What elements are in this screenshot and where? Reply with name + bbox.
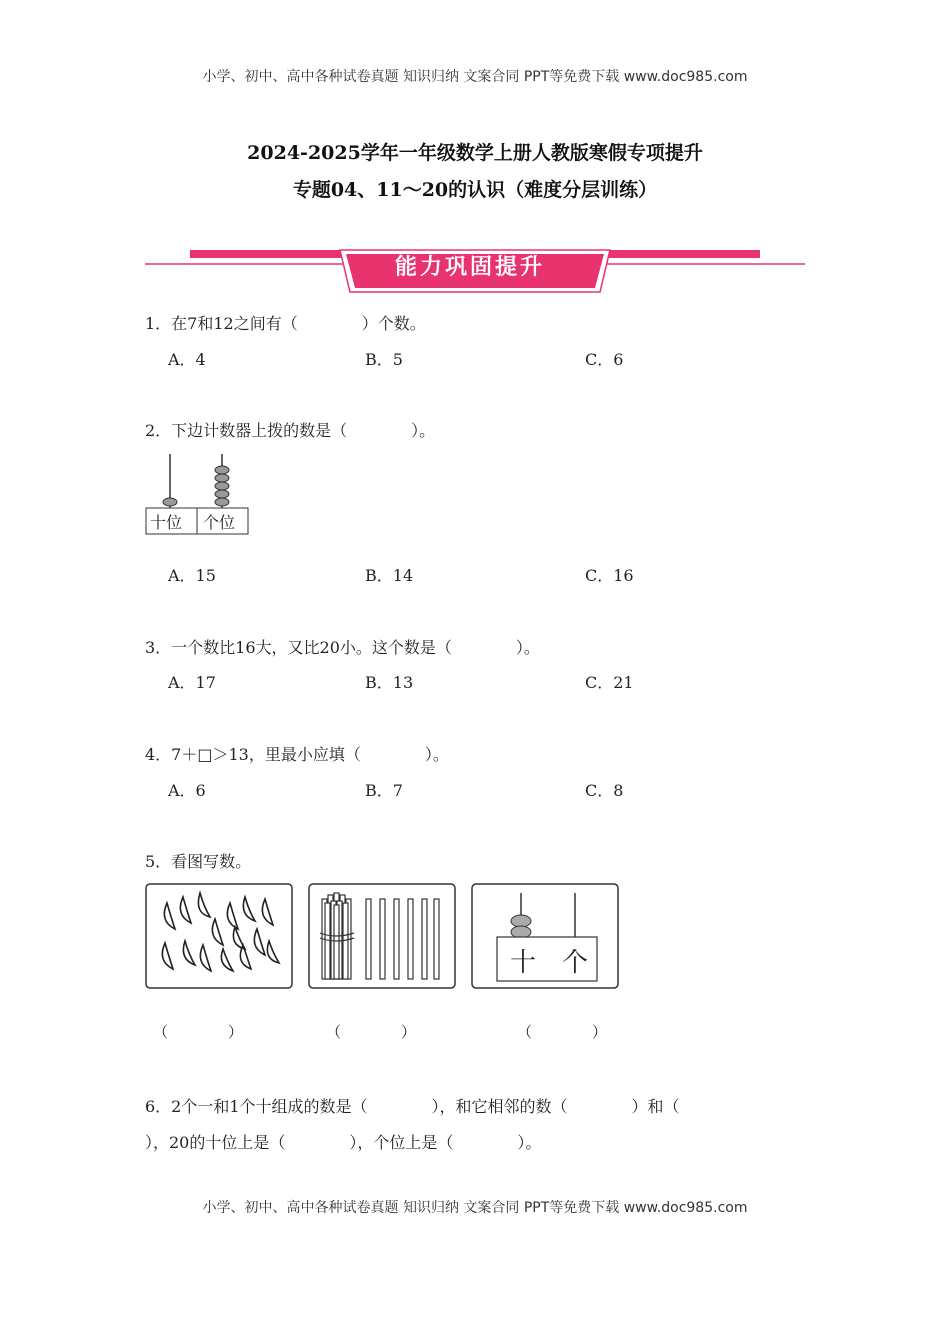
question-6-line-2: ），20的十位上是（ ），个位上是（ ）。: [145, 1133, 542, 1152]
q1-option-c: C．6: [585, 350, 624, 369]
q4-option-c: C．8: [585, 781, 624, 800]
abacus2-ones-label: 个: [562, 948, 589, 978]
q2-option-a: A．15: [168, 566, 216, 585]
question-2: 2．下边计数器上拨的数是（ ）。: [145, 421, 436, 440]
q3-option-b: B．13: [365, 673, 414, 692]
abacus-tens-label: 十位: [150, 513, 183, 532]
question-4: 4．7＋□＞13，里最小应填（ ）。: [145, 745, 449, 764]
q4-option-a: A．6: [168, 781, 206, 800]
q1-option-a: A．4: [168, 350, 206, 369]
page-title: 2024-2025学年一年级数学上册人教版寒假专项提升: [247, 142, 703, 164]
page-footer: 小学、初中、高中各种试卷真题 知识归纳 文案合同 PPT等免费下载 www.doc985.com: [202, 1200, 748, 1216]
page-header: 小学、初中、高中各种试卷真题 知识归纳 文案合同 PPT等免费下载 www.doc985.com: [202, 69, 748, 85]
q5-blank-3[interactable]: （ ）: [517, 1023, 608, 1041]
abacus-ones-label: 个位: [203, 513, 236, 532]
q1-option-b: B．5: [365, 350, 403, 369]
abacus2-tens-label: 十: [510, 948, 537, 978]
section-banner-title: 能力巩固提升: [394, 255, 545, 280]
question-1: 1．在7和12之间有（ ）个数。: [145, 314, 426, 333]
chili-pepper-figure: [145, 883, 293, 989]
q3-option-c: C．21: [585, 673, 634, 692]
sticks-figure: [308, 883, 456, 989]
q4-option-b: B．7: [365, 781, 403, 800]
question-5: 5．看图写数。: [145, 852, 252, 871]
q2-option-c: C．16: [585, 566, 634, 585]
q5-blank-1[interactable]: （ ）: [153, 1023, 244, 1041]
question-6-line-1: 6．2个一和1个十组成的数是（ ），和它相邻的数（ ）和（: [145, 1097, 680, 1116]
q2-option-b: B．14: [365, 566, 414, 585]
question-3: 3．一个数比16大，又比20小。这个数是（ ）。: [145, 638, 540, 657]
page-subtitle: 专题04、11～20的认识（难度分层训练）: [292, 179, 658, 201]
q5-blank-2[interactable]: （ ）: [326, 1023, 417, 1041]
abacus-figure-2: [471, 883, 619, 989]
q3-option-a: A．17: [168, 673, 216, 692]
